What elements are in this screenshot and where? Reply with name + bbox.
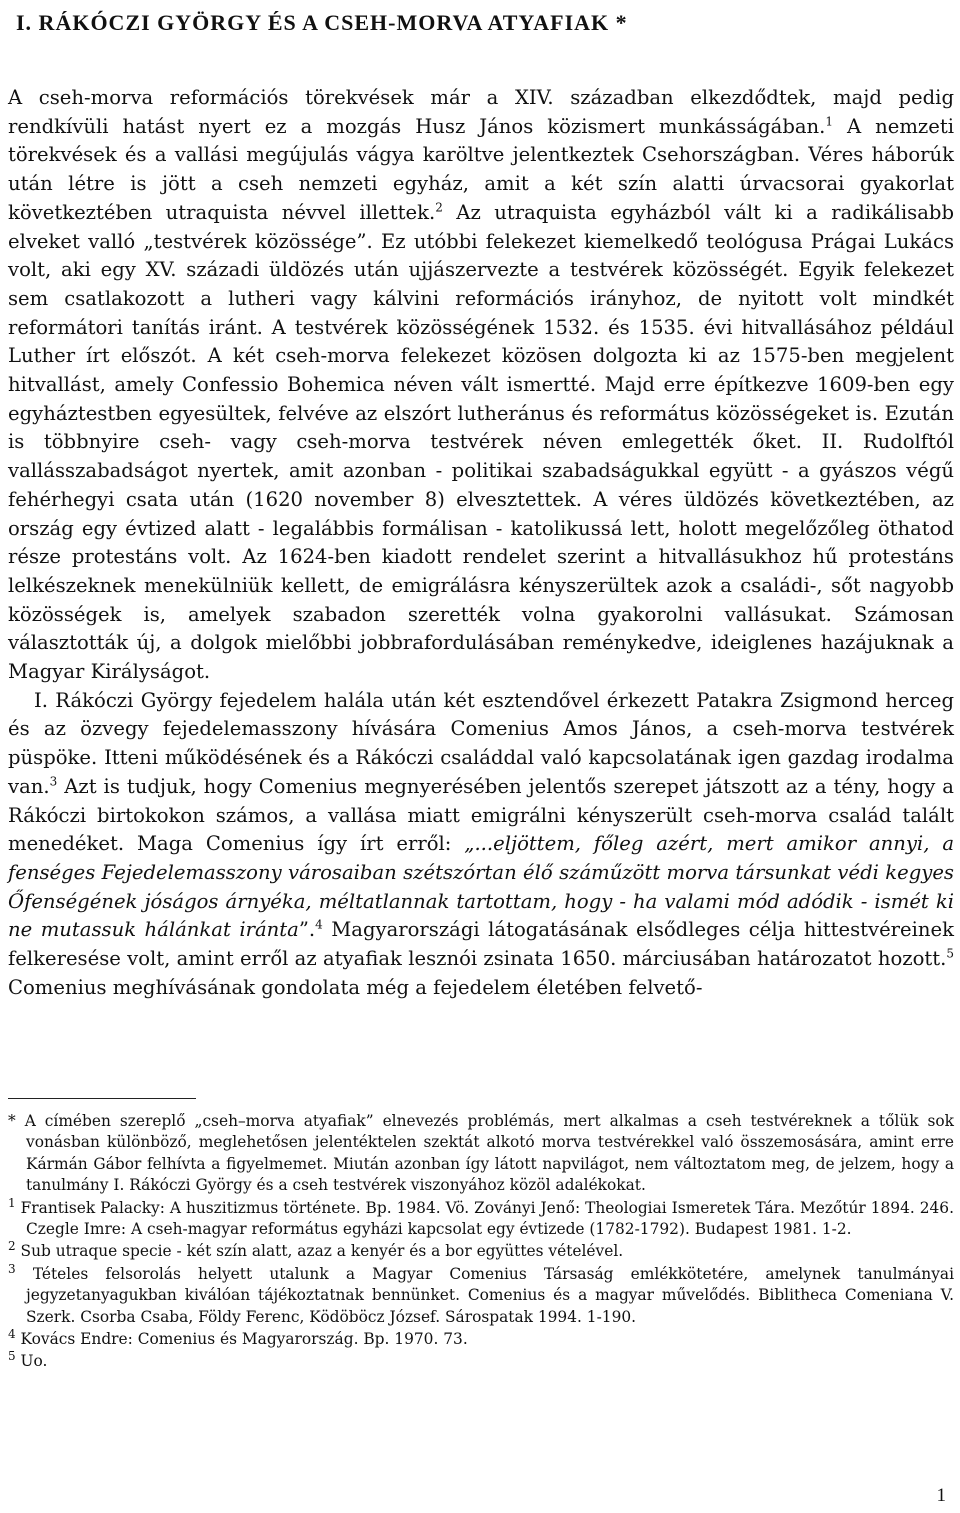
footnote-text: Kovács Endre: Comenius és Magyarország. Bp. 1970. 73. xyxy=(20,1330,468,1349)
footnote-number: * xyxy=(8,1112,16,1130)
footnote-ref-1[interactable]: 1 xyxy=(825,114,834,129)
footnote-number: 3 xyxy=(8,1261,16,1276)
paragraph-text: Comenius meghívásának gondolata még a fejedelem életében felvető- xyxy=(8,975,703,999)
footnote-ref-3[interactable]: 3 xyxy=(49,774,58,789)
footnote-text: A címében szereplő „cseh–morva atyafiak” elnevezés problémás, mert alkalmas a cseh testvéreknek a tőlük sok vonásban különböző, meglehetősen jelentéktelen szektát alkotó morva testvérekkel való összemosására, amint erre Kármán Gábor felhívta a figyelmemet. Miután azonban így látott napvilágot, nem változtatom meg, de jelzem, hogy a tanulmány I. Rákóczi György és a cseh testvérek viszonyához közöl adalékokat. xyxy=(24,1112,954,1195)
paragraph-text: Magyarországi látogatásának elsődleges célja hittestvéreinek felkeresése volt, amint erről az atyafiak lesznói zsinata 1650. márciusában határozatot hozott. xyxy=(8,918,954,971)
document-page xyxy=(8,0,954,1506)
footnotes xyxy=(8,1111,954,1374)
footnote-star xyxy=(8,1111,954,1197)
footnote-ref-2[interactable]: 2 xyxy=(435,200,443,215)
footnote-text: Frantisek Palacky: A huszitizmus története. Bp. 1984. Vö. Zoványi Jenő: Theologiai Ismeretek Tára. Mezőtúr 1894. 246. Czegle Imre: A cseh-magyar református egyházi kapcsolat egy évtizede (1782-1792). Budapest 1981. 1-2. xyxy=(20,1198,954,1239)
footnote-1 xyxy=(8,1195,954,1241)
paragraph-text: A cseh-morva reformációs törekvések már a XIV. században elkezdődtek, majd pedig rendkívüli hatást nyert ez a mozgás Husz János közismert munkásságában. xyxy=(8,86,954,138)
footnote-number: 2 xyxy=(8,1239,16,1254)
paragraph-text: Azt is tudjuk, hogy Comenius megnyerésében jelentős szerepet játszott az a tény, hogy a Rákóczi birtokokon számos, a vallása miatt emigrálni kényszerült cseh-morva család talált menedéket. Maga Comenius így írt erről: xyxy=(8,774,954,856)
paragraph-2 xyxy=(8,687,954,1003)
footnote-number: 5 xyxy=(8,1349,16,1364)
footnote-text: Uo. xyxy=(20,1352,48,1371)
footnote-text: Sub utraque specie - két szín alatt, azaz a kenyér és a bor együttes vételével. xyxy=(20,1242,624,1261)
footnote-number: 1 xyxy=(8,1195,16,1210)
body-text xyxy=(8,84,954,1003)
page-number: 1 xyxy=(936,1485,946,1506)
footnote-4 xyxy=(8,1326,954,1350)
footnote-2 xyxy=(8,1241,954,1262)
comenius-quote: „...eljöttem, főleg azért, mert amikor annyi, a fenséges Fejedelemasszony városaiban szétszórtan élő száműzött morva társunkat védi kegyes Őfenségének jóságos árnyéka, méltatlannak tartottam, hogy - ha valami mód adódik - ismét ki ne mutassuk hálánkat iránta xyxy=(8,832,954,942)
footnote-text: Tételes felsorolás helyett utalunk a Magyar Comenius Társaság emlékkötetére, amelynek tanulmányai jegyzetanyagukban kiválóan tájékoztatnak bennünket. Comenius és a magyar művelődés. Biblitheca Comeniana V. Szerk. Csorba Csaba, Földy Ferenc, Ködöböcz József. Sárospatak 1994. 1-190. xyxy=(26,1264,954,1326)
footnote-3 xyxy=(8,1261,954,1328)
paragraph-text: Az utraquista egyházból vált ki a radikálisabb elveket valló „testvérek közössége”. Ez utóbbi felekezet kiemelkedő teológusa Prágai Lukács volt, aki egy XV. századi üldözés után ujjászervezte a testvérek közösségét. Egyik felekezet sem csatlakozott a lutheri vagy kálvini reformációs irányhoz, de nyitott volt mindkét reformátori tanítás iránt. A testvérek közösségének 1532. és 1535. évi hitvallásához például Luther írt előszót. A két cseh-morva felekezet közösen dolgozta ki az 1575-ben megjelent hitvallást, amely Confessio Bohemica néven vált ismertté. Majd erre építkezve 1609-ben egy egyháztestben egyesültek, felvéve az elszórt lutheránus és református közösségeket is. Ezután is többnyire cseh- vagy cseh-morva testvérek néven emlegették őket. II. Rudolftól vallásszabadságot nyertek, amit azonban - politikai szabadságukkal együtt - a gyászos végű fehérhegyi csata után (1620 november 8) elvesztettek. A véres üldözés következtében, az ország egy évtized alatt - legalábbis formálisan - katolikussá lett, holott megelőzőleg öthatod része protestáns volt. Az 1624-ben kiadott rendelet szerint a hitvallásukhoz hű protestáns lelkészeknek menekülniük kellett, de emigrálásra kényszerültek azok a családi-, sőt nagyobb közösségek is, amelyek szabadon szerették volna gyakorolni vallásukat. Számosan választották új, a dolgok mielőbbi jobbrafordulásában reménykedve, ideiglenes hazájuknak a Magyar Királyságot. xyxy=(8,200,954,684)
footnote-number: 4 xyxy=(8,1326,16,1341)
paragraph-text: A nemzeti törekvések és a vallási megújulás vágya karöltve jelentkeztek Csehországban. Véres háborúk után létre is jött a cseh nemzeti egyház, amit a két szín alatti úrvacsorai gyakorlat következtében utraquista névvel illettek. xyxy=(8,114,954,224)
footnote-ref-4[interactable]: 4 xyxy=(315,917,323,932)
footnote-5 xyxy=(8,1351,954,1372)
footnote-divider xyxy=(8,1098,196,1099)
footnote-ref-5[interactable]: 5 xyxy=(946,946,954,961)
page-title: I. RÁKÓCZI GYÖRGY ÉS A CSEH-MORVA ATYAFIAK * xyxy=(16,10,628,35)
paragraph-1 xyxy=(8,84,954,687)
quote-close: ”. xyxy=(298,918,316,942)
paragraph-text: I. Rákóczi György fejedelem halála után két esztendővel érkezett Patakra Zsigmond herceg és az özvegy fejedelemasszony hívására Comenius Amos János, a cseh-morva testvérek püspöke. Itteni működésének és a Rákóczi családdal való kapcsolatának igen gazdag irodalma van. xyxy=(8,688,954,798)
